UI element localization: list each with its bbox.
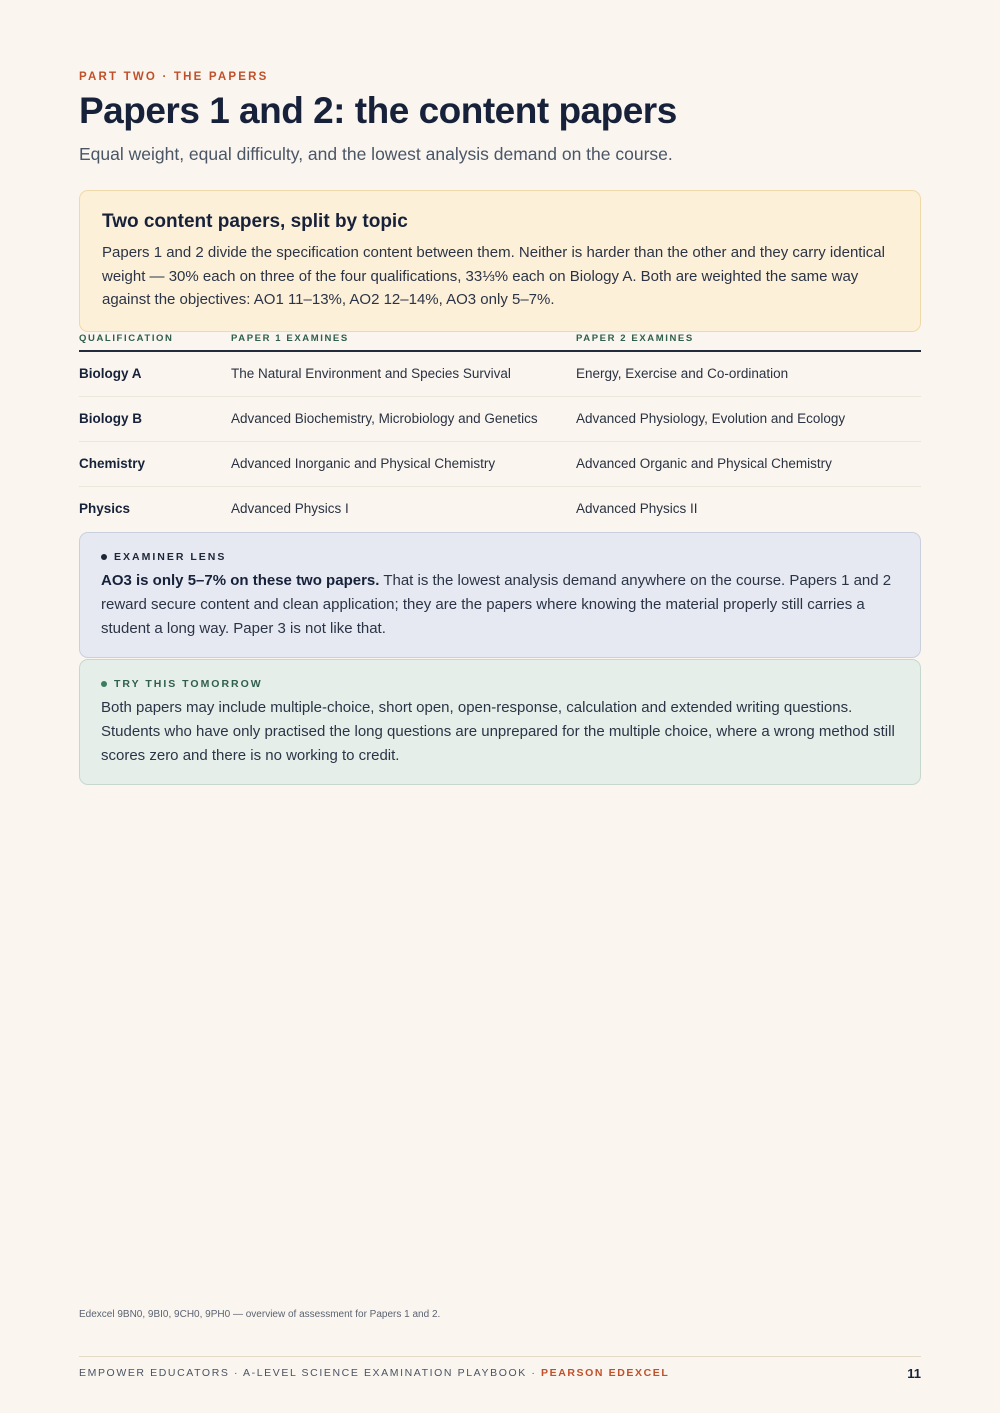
qualification-cell: Biology A <box>79 351 231 396</box>
footer-title-text: EMPOWER EDUCATORS · A-LEVEL SCIENCE EXAMINATION PLAYBOOK · <box>79 1367 541 1379</box>
examiner-lens-callout <box>79 532 921 658</box>
try-tomorrow-label <box>101 678 899 690</box>
column-header-paper1: PAPER 1 EXAMINES <box>231 330 576 351</box>
paper1-cell: Advanced Biochemistry, Microbiology and Genetics <box>231 396 576 441</box>
footer-divider <box>79 1356 921 1357</box>
table-header-row <box>79 330 921 351</box>
column-header-qualification: QUALIFICATION <box>79 330 231 351</box>
try-tomorrow-label-text: TRY THIS TOMORROW <box>114 678 263 690</box>
page-subtitle: Equal weight, equal difficulty, and the lowest analysis demand on the course. <box>79 144 673 164</box>
papers-table <box>79 330 921 531</box>
examiner-lens-lead: AO3 is only 5–7% on these two papers. <box>101 572 380 589</box>
paper1-cell: Advanced Physics I <box>231 501 349 517</box>
table-row <box>79 351 921 396</box>
examiner-lens-label <box>101 551 899 563</box>
bullet-dot-icon <box>101 681 107 687</box>
table-row <box>79 486 921 531</box>
qualification-cell: Chemistry <box>79 441 231 486</box>
summary-callout-body: Papers 1 and 2 divide the specification content between them. Neither is harder than the other and they carry identical weight — 30% each on three of the four qualifications, 33⅓% each on Biology A. Both are weighted the same way against the objectives: AO1 11–13%, AO2 12–14%, AO3 only 5–7%. <box>102 244 885 308</box>
paper2-cell: Energy, Exercise and Co-ordination <box>576 351 921 396</box>
page-number: 11 <box>907 1366 921 1381</box>
paper1-cell: Advanced Inorganic and Physical Chemistry <box>231 441 576 486</box>
try-tomorrow-body: Both papers may include multiple-choice, short open, open-response, calculation and extended writing questions. Students who have only practised the long questions are unprepared for the multiple choice, where a wrong method still scores zero and there is no working to credit. <box>101 699 895 764</box>
summary-callout <box>79 190 921 332</box>
qualification-cell: Biology B <box>79 396 231 441</box>
examiner-lens-body <box>101 569 899 641</box>
table-row <box>79 396 921 441</box>
summary-callout-heading: Two content papers, split by topic <box>102 211 408 232</box>
paper2-cell: Advanced Organic and Physical Chemistry <box>576 441 921 486</box>
paper1-cell: The Natural Environment and Species Survival <box>231 351 576 396</box>
paper2-cell: Advanced Physiology, Evolution and Ecology <box>576 396 921 441</box>
examiner-lens-label-text: EXAMINER LENS <box>114 551 227 563</box>
column-header-paper2: PAPER 2 EXAMINES <box>576 330 921 351</box>
paper2-cell: Advanced Physics II <box>576 501 698 517</box>
source-footnote: Edexcel 9BN0, 9BI0, 9CH0, 9PH0 — overview of assessment for Papers 1 and 2. <box>79 1309 441 1320</box>
examiner-lens-text: That is the lowest analysis demand anywhere on the course. Papers 1 and 2 reward secure content and clean application; they are the papers where knowing the material properly still carries a student a long way. Paper 3 is not like that. <box>101 572 892 637</box>
try-tomorrow-callout <box>79 659 921 785</box>
section-kicker: PART TWO · THE PAPERS <box>79 71 269 83</box>
footer-brand: PEARSON EDEXCEL <box>540 1367 670 1379</box>
bullet-dot-icon <box>101 554 107 560</box>
page-title: Papers 1 and 2: the content papers <box>79 90 677 131</box>
table-row <box>79 441 921 486</box>
qualification-cell: Physics <box>79 501 131 517</box>
footer-running-title <box>79 1367 669 1379</box>
